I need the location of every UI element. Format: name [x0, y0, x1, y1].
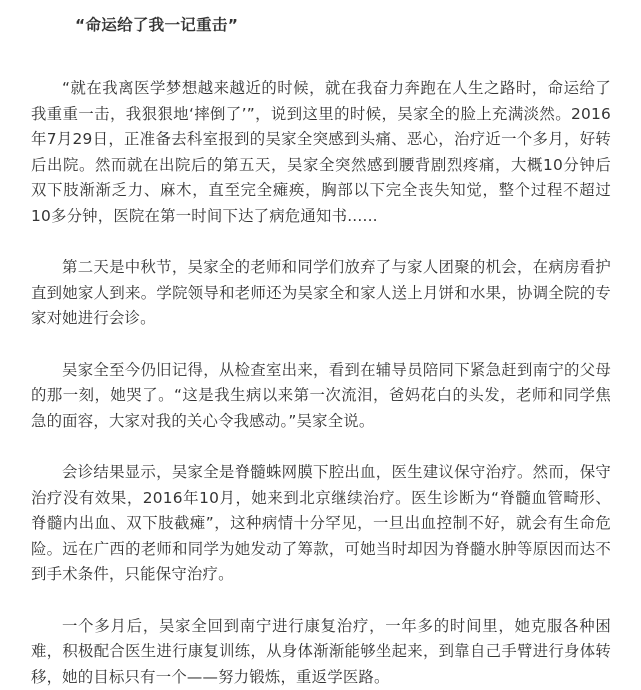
- article-body: [31, 0, 611, 690]
- article-paragraph: 吴家全至今仍旧记得，从检查室出来，看到在辅导员陪同下紧急赶到南宁的父母的那一刻，她哭了。“这是我生病以来第一次流泪，爸妈花白的头发，老师和同学焦急的面容，大家对我的关心令我感动。”吴家全说。: [31, 358, 611, 435]
- article-paragraph: 会诊结果显示，吴家全是脊髓蛛网膜下腔出血，医生建议保守治疗。然而，保守治疗没有效果，2016年10月，她来到北京继续治疗。医生诊断为“脊髓血管畸形、脊髓内出血、双下肢截瘫”，这种病情十分罕见，一旦出血控制不好，就会有生命危险。远在广西的老师和同学为她发动了筹款，可她当时却因为脊髓水肿等原因而达不到手术条件，只能保守治疗。: [31, 460, 611, 588]
- article-paragraph: 一个多月后，吴家全回到南宁进行康复治疗，一年多的时间里，她克服各种困难，积极配合医生进行康复训练，从身体渐渐能够坐起来，到靠自己手臂进行身体转移，她的目标只有一个——努力锻炼，重返学医路。: [31, 614, 611, 690]
- article-paragraph: 第二天是中秋节，吴家全的老师和同学们放弃了与家人团聚的机会，在病房看护直到她家人到来。学院领导和老师还为吴家全和家人送上月饼和水果，协调全院的专家对她进行会诊。: [31, 255, 611, 332]
- section-heading: “命运给了我一记重击”: [75, 14, 611, 36]
- article-paragraph: “就在我离医学梦想越来越近的时候，就在我奋力奔跑在人生之路时，命运给了我重重一击，我狠狠地‘摔倒了’”，说到这里的时候，吴家全的脸上充满淡然。2016年7月29日，正准备去科室报到的吴家全突感到头痛、恶心，治疗近一个多月，好转后出院。然而就在出院后的第五天，吴家全突然感到腰背剧烈疼痛，大概10分钟后双下肢渐渐乏力、麻木，直至完全瘫痪，胸部以下完全丧失知觉，整个过程不超过10多分钟，医院在第一时间下达了病危通知书......: [31, 76, 611, 229]
